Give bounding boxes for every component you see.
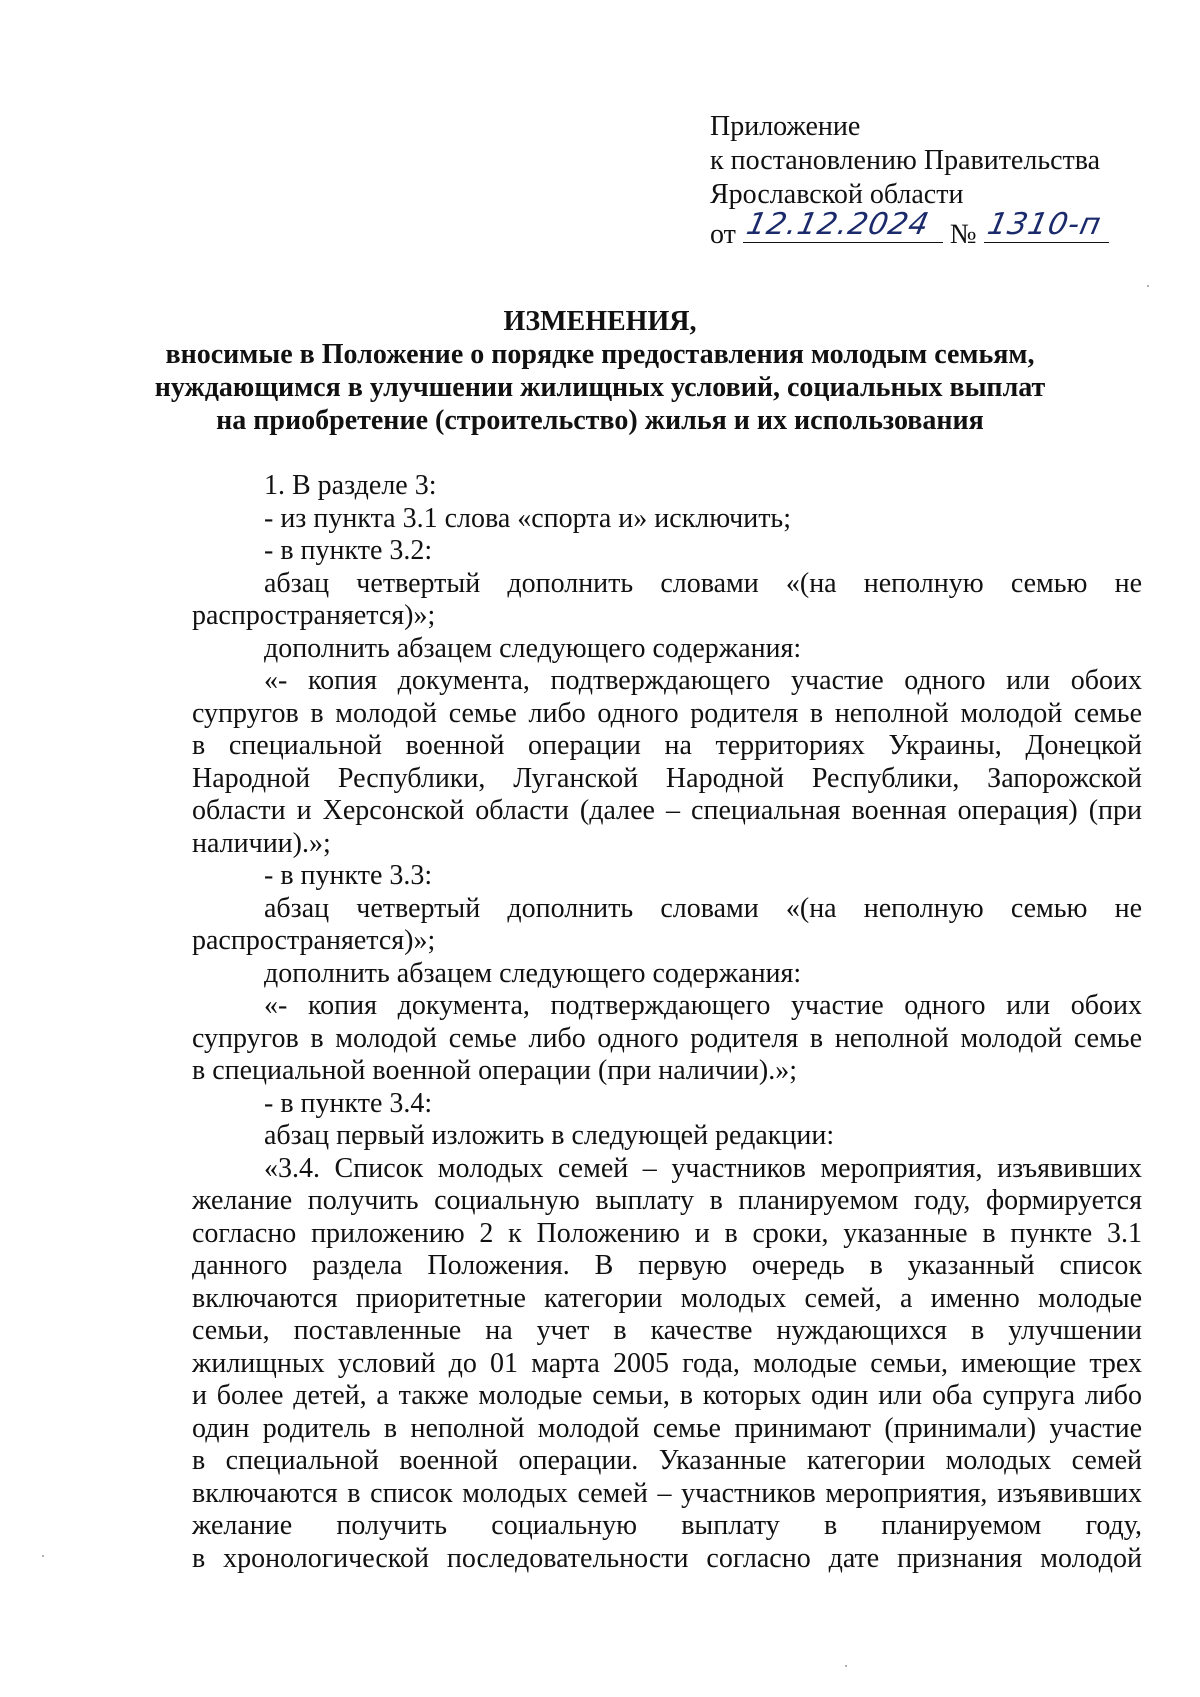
- number-field: [983, 207, 1109, 243]
- scan-speck: [845, 1665, 847, 1667]
- paragraph-line: в специальной военной операции на территориях Украины, Донецкой: [192, 730, 1142, 761]
- appendix-line-1: Приложение: [710, 111, 861, 142]
- title-heading: ИЗМЕНЕНИЯ,: [503, 306, 697, 337]
- appendix-line-2: к постановлению Правительства: [710, 145, 1101, 176]
- title-line-3: на приобретение (строительство) жилья и их использования: [216, 405, 984, 436]
- paragraph-line: абзац четвертый дополнить словами «(на неполную семью не: [264, 567, 1142, 599]
- paragraph-line: в хронологической последовательности согласно дате признания молодой: [192, 1542, 1142, 1574]
- document-body: [192, 470, 1142, 1575]
- paragraph-line: семьи, поставленные на учет в качестве нуждающихся в улучшении: [192, 1315, 1142, 1346]
- appendix-line-3: Ярославской области: [710, 179, 964, 210]
- paragraph-line: в специальной военной операции (при наличии).»;: [192, 1055, 798, 1086]
- paragraph-line: распространяется)»;: [192, 600, 436, 631]
- handwritten-number: 1310-п: [983, 207, 1105, 242]
- document-title: [0, 305, 1200, 437]
- paragraph-line: - в пункте 3.4:: [264, 1087, 433, 1119]
- paragraph-line: области и Херсонской области (далее – специальная военная операция) (при: [192, 795, 1142, 826]
- paragraph-line: супругов в молодой семье либо одного родителя в неполной молодой семье: [192, 697, 1142, 729]
- paragraph-line: абзац первый изложить в следующей редакции:: [264, 1120, 835, 1151]
- paragraph-line: абзац четвертый дополнить словами «(на неполную семью не: [264, 892, 1142, 924]
- paragraph-line: желание получить социальную выплату в планируемом году,: [192, 1510, 1142, 1541]
- scan-speck: [42, 1555, 44, 1557]
- paragraph-line: 1. В разделе 3:: [264, 470, 437, 501]
- paragraph-line: «3.4. Список молодых семей – участников мероприятия, изъявивших: [264, 1152, 1142, 1184]
- paragraph-line: распространяется)»;: [192, 925, 436, 956]
- paragraph-line: - в пункте 3.3:: [264, 860, 433, 891]
- paragraph-line: - в пункте 3.2:: [264, 535, 433, 566]
- date-field: [743, 207, 943, 243]
- paragraph-line: в специальной военной операции. Указанные категории молодых семей: [192, 1445, 1142, 1476]
- paragraph-line: включаются приоритетные категории молодых семей, а именно молодые: [192, 1282, 1142, 1314]
- appendix-block: [710, 110, 1109, 252]
- paragraph-line: и более детей, а также молодые семьи, в которых один или оба супруга либо: [192, 1380, 1142, 1411]
- number-label: №: [949, 219, 977, 250]
- paragraph-line: данного раздела Положения. В первую очередь в указанный список: [192, 1250, 1142, 1281]
- from-label: от: [710, 219, 736, 250]
- paragraph-line: жилищных условий до 01 марта 2005 года, молодые семьи, имеющие трех: [192, 1347, 1142, 1379]
- scan-speck: [1147, 285, 1149, 287]
- handwritten-date: 12.12.2024: [743, 207, 933, 242]
- paragraph-line: включаются в список молодых семей – участников мероприятия, изъявивших: [192, 1477, 1142, 1509]
- paragraph-line: Народной Республики, Луганской Народной Республики, Запорожской: [192, 762, 1142, 794]
- paragraph-line: «- копия документа, подтверждающего участие одного или обоих: [264, 990, 1142, 1021]
- paragraph-line: - из пункта 3.1 слова «спорта и» исключить;: [264, 502, 791, 534]
- title-line-2: нуждающимся в улучшении жилищных условий, социальных выплат: [154, 372, 1046, 403]
- paragraph-line: дополнить абзацем следующего содержания:: [264, 957, 802, 989]
- paragraph-line: желание получить социальную выплату в планируемом году, формируется: [192, 1185, 1142, 1216]
- paragraph-line: один родитель в неполной молодой семье принимают (принимали) участие: [192, 1412, 1142, 1444]
- paragraph-line: «- копия документа, подтверждающего участие одного или обоих: [264, 665, 1142, 696]
- title-line-1: вносимые в Положение о порядке предоставления молодым семьям,: [165, 339, 1035, 370]
- appendix-date-number-line: [710, 207, 1109, 252]
- paragraph-line: наличии).»;: [192, 827, 331, 859]
- paragraph-line: супругов в молодой семье либо одного родителя в неполной молодой семье: [192, 1022, 1142, 1054]
- paragraph-line: дополнить абзацем следующего содержания:: [264, 632, 802, 664]
- paragraph-line: согласно приложению 2 к Положению и в сроки, указанные в пункте 3.1: [192, 1217, 1142, 1249]
